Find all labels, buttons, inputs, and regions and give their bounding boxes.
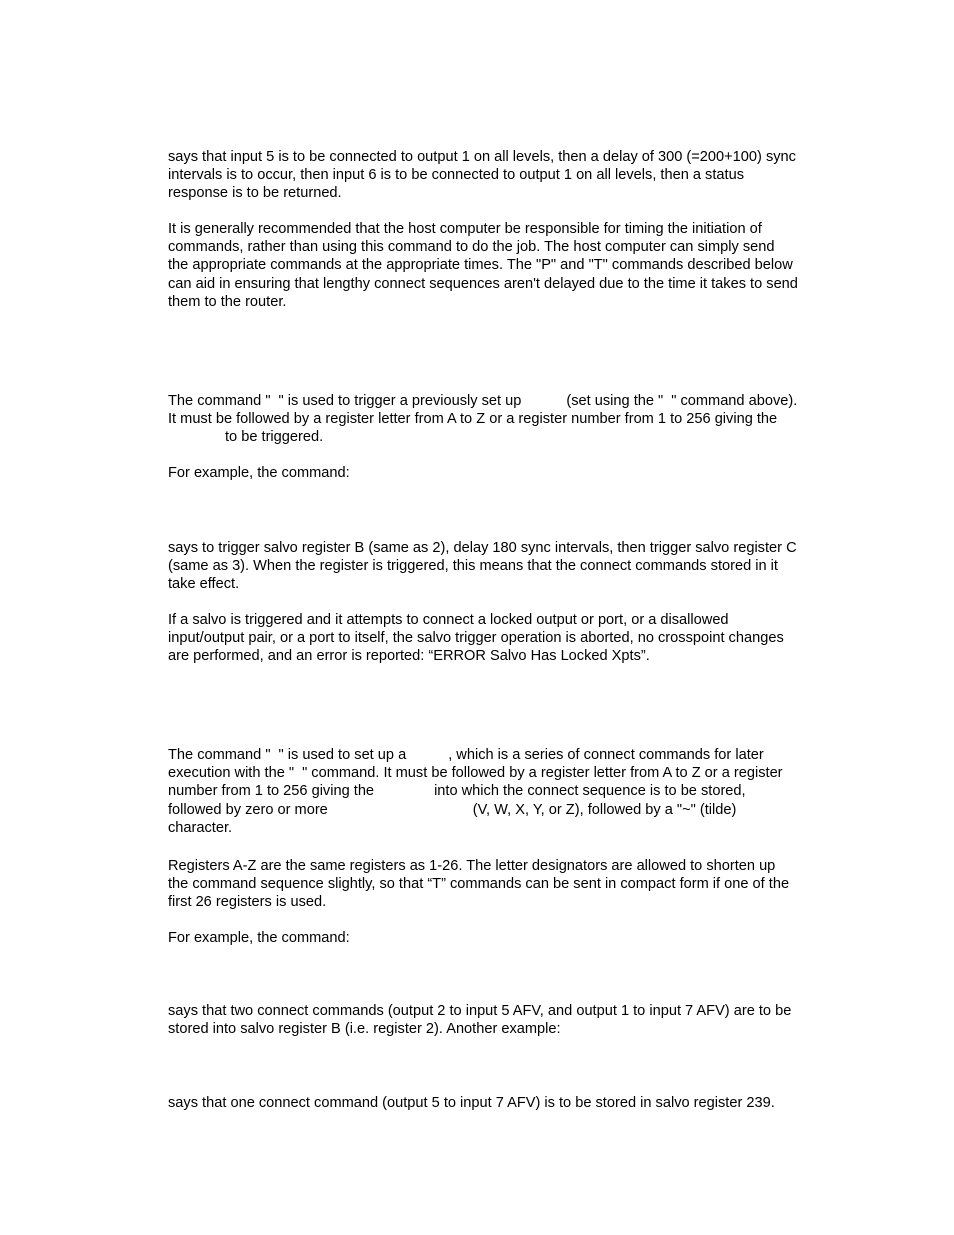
paragraph-delay-example-explanation	[168, 148, 848, 203]
paragraph-two-connect-commands	[168, 1002, 848, 1038]
text-line: the appropriate commands at the appropriate times. The "P" and "T" commands described below	[168, 257, 793, 274]
text-line: (same as 3). When the register is triggered, this means that the connect commands stored in it	[168, 558, 778, 575]
text-line: It is generally recommended that the host computer be responsible for timing the initiation of	[168, 221, 762, 237]
paragraph-for-example-1	[168, 464, 848, 482]
text-line: If a salvo is triggered and it attempts to connect a locked output or port, or a disallowed	[168, 612, 729, 628]
text-line: says that two connect commands (output 2 to input 5 AFV, and output 1 to input 7 AFV) are to be	[168, 1003, 792, 1019]
text-fragment: number from 1 to 256 giving the	[168, 783, 375, 800]
text-fragment: (set using the "	[566, 393, 664, 409]
paragraph-host-timing-recommendation	[168, 220, 848, 311]
text-line: says that input 5 is to be connected to output 1 on all levels, then a delay of 300 (=200+100) sync	[168, 149, 796, 165]
text-fragment: (V, W, X, Y, or Z), followed by a "~" (tilde)	[472, 801, 737, 818]
text-line: the command sequence slightly, so that “T” commands can be sent in compact form if one of the	[168, 876, 790, 893]
paragraph-one-connect-command	[168, 1094, 848, 1112]
text-fragment: " is used to trigger a previously set up	[278, 393, 522, 409]
text-line: can aid in ensuring that lengthy connect sequences aren't delayed due to the time it takes to send	[168, 275, 798, 292]
text-fragment: The command "	[168, 393, 271, 409]
text-line: says to trigger salvo register B (same as 2), delay 180 sync intervals, then trigger salvo register C	[168, 540, 797, 556]
text-line: input/output pair, or a port to itself, the salvo trigger operation is aborted, no crosspoint changes	[168, 630, 784, 647]
text-line: Registers A-Z are the same registers as 1-26. The letter designators are allowed to shorten up	[168, 858, 776, 874]
text-fragment: , which is a series of connect commands for later	[448, 747, 764, 763]
text-fragment: execution with the "	[168, 765, 295, 782]
text-fragment: The command "	[168, 747, 271, 763]
text-fragment: followed by zero or more	[168, 801, 328, 818]
text-fragment: to be triggered.	[225, 429, 324, 446]
text-line	[168, 764, 848, 782]
text-line: stored into salvo register B (i.e. register 2). Another example:	[168, 1021, 561, 1038]
paragraph-setup-command	[168, 746, 848, 837]
text-line: response is to be returned.	[168, 185, 342, 202]
text-line: take effect.	[168, 576, 240, 593]
paragraph-registers-a-z	[168, 857, 848, 912]
text-fragment: " command. It must be followed by a register letter from A to Z or a register	[302, 765, 783, 782]
text-line	[168, 392, 848, 410]
text-line	[168, 801, 848, 819]
paragraph-locked-xpts-error	[168, 611, 848, 666]
paragraph-trigger-explanation	[168, 539, 848, 594]
text-line: For example, the command:	[168, 930, 350, 946]
text-line: character.	[168, 819, 233, 836]
paragraph-for-example-2	[168, 929, 848, 947]
text-line: For example, the command:	[168, 465, 350, 481]
text-fragment: " is used to set up a	[278, 747, 407, 763]
text-line: commands, rather than using this command to do the job. The host computer can simply send	[168, 239, 775, 256]
text-fragment: " command above).	[671, 393, 798, 409]
text-line: first 26 registers is used.	[168, 894, 327, 911]
text-line	[168, 428, 848, 446]
text-line: them to the router.	[168, 293, 287, 310]
paragraph-trigger-command	[168, 392, 848, 447]
text-line: intervals is to occur, then input 6 is to be connected to output 1 on all levels, then a status	[168, 167, 744, 184]
text-line: says that one connect command (output 5 to input 7 AFV) is to be stored in salvo register 239.	[168, 1095, 775, 1111]
text-fragment: into which the connect sequence is to be stored,	[434, 783, 746, 800]
text-line: It must be followed by a register letter from A to Z or a register number from 1 to 256 giving the	[168, 411, 778, 428]
text-line: are performed, and an error is reported: “ERROR Salvo Has Locked Xpts”.	[168, 648, 650, 665]
text-line	[168, 782, 848, 800]
text-line	[168, 746, 848, 764]
